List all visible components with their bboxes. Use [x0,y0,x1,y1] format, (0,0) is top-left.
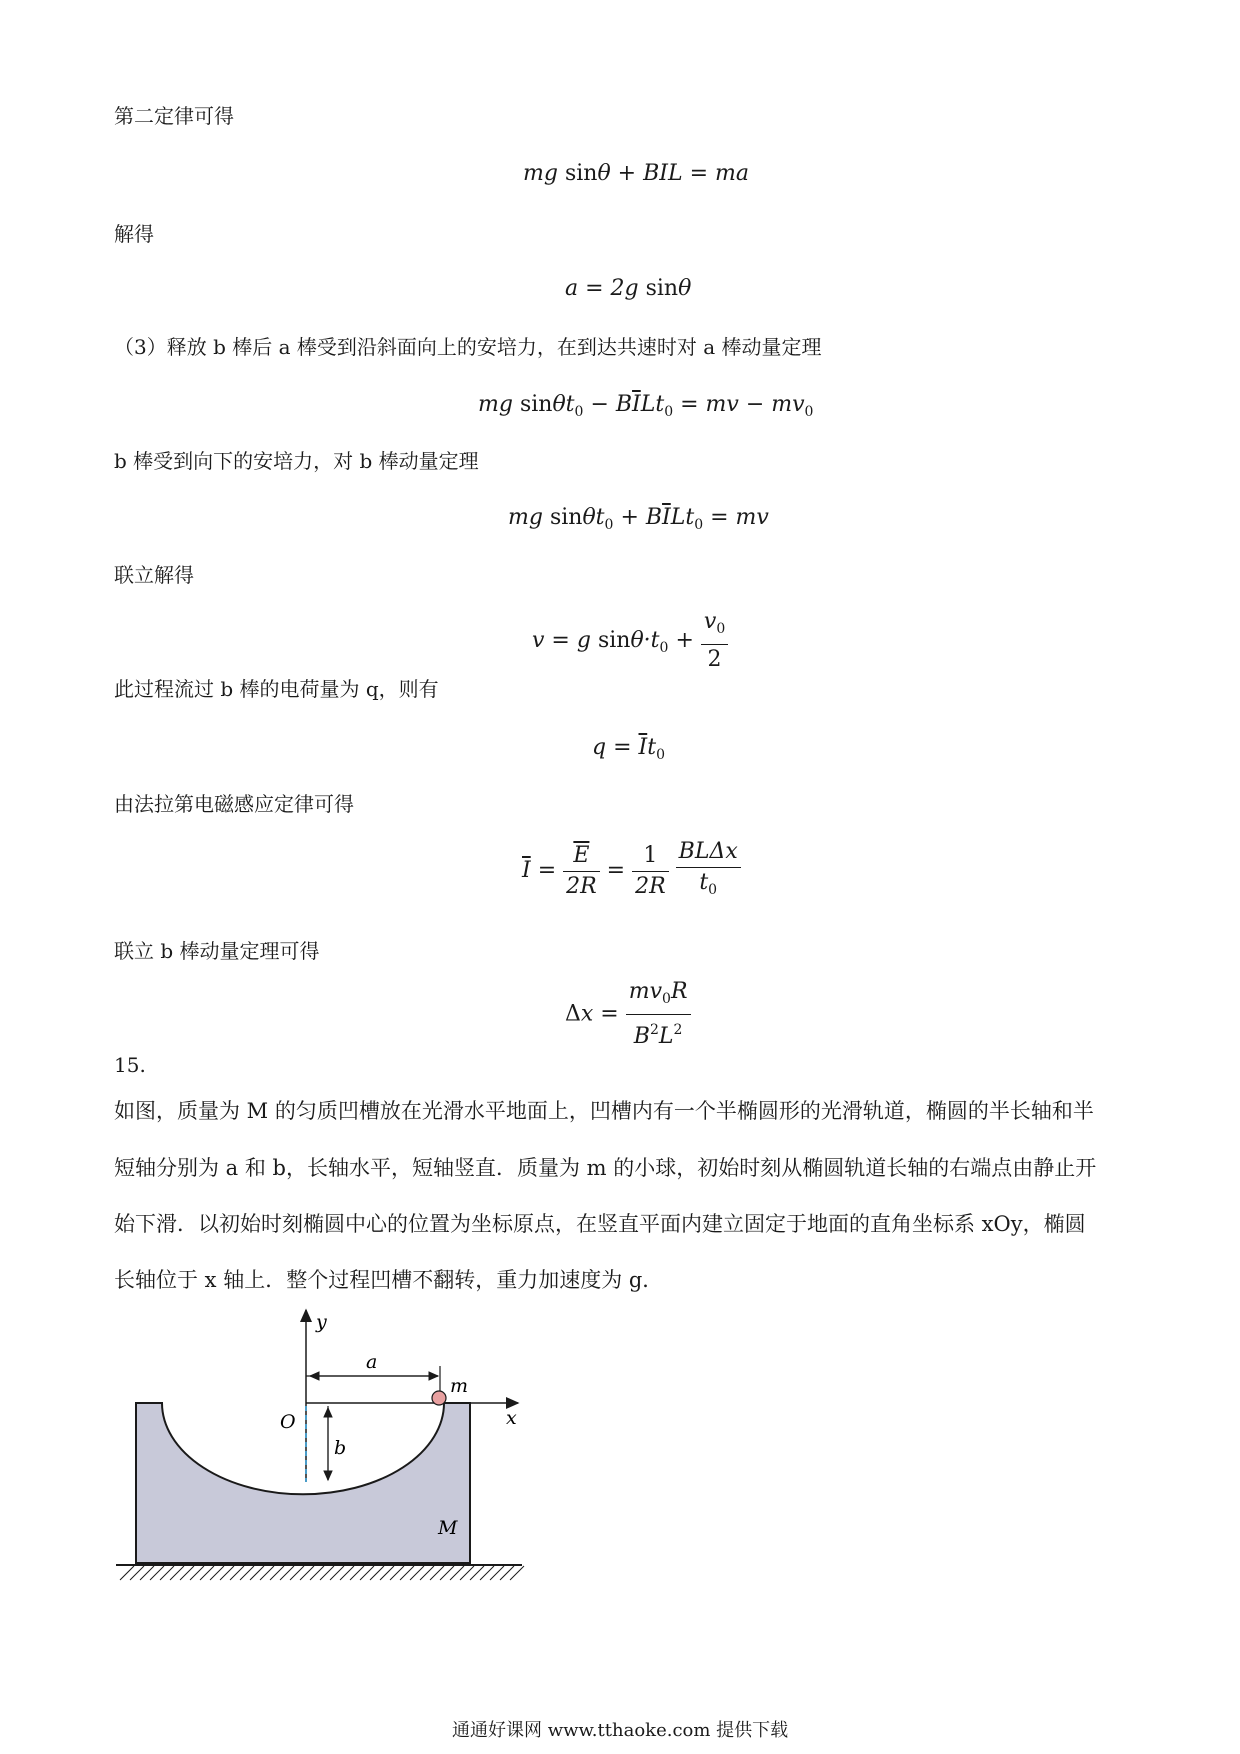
text-line: b 棒受到向下的安培力，对 b 棒动量定理 [114,449,479,473]
text-line: 联立解得 [114,563,194,587]
equation-8: Δx = $\frac{mv_0R}{B^2L^2}$ [565,978,691,1051]
groove-body [136,1403,470,1563]
text-line: 此过程流过 b 棒的电荷量为 q，则有 [114,677,439,701]
label-b: b [334,1437,347,1459]
equation-1: mg sinθ + BIL = ma [523,161,749,186]
label-origin: O [280,1411,296,1433]
equation-2: a = 2g sinθ [565,276,692,301]
footer-watermark: 通通好课网 www.tthaoke.com 提供下载 [452,1720,789,1741]
problem-text: 长轴位于 x 轴上．整个过程凹槽不翻转，重力加速度为 g． [114,1268,664,1292]
text-line: （3）释放 b 棒后 a 棒受到沿斜面向上的安培力，在到达共速时对 a 棒动量定理 [114,335,822,359]
text-line: 由法拉第电磁感应定律可得 [114,792,354,816]
equation-6: $q = \overline{I}t_0$ [592,735,665,763]
problem-text: 短轴分别为 a 和 b，长轴水平，短轴竖直．质量为 m 的小球，初始时刻从椭圆轨道长轴的右端点由静止开 [114,1156,1097,1180]
problem-number: 15. [114,1053,146,1077]
text-line: 第二定律可得 [114,104,234,128]
label-x: x [506,1407,517,1429]
ground-hatch [120,1566,524,1580]
label-y: y [316,1311,327,1333]
label-m: m [450,1375,469,1397]
ball [432,1391,446,1405]
equation-7: $\overline{I}$ = $\frac{\overline{E}}{2R}$ = $\frac{1}{2R}$ $\frac{\text{BLΔx}}{t_0}$ [522,838,741,904]
problem-text: 如图，质量为 M 的匀质凹槽放在光滑水平地面上，凹槽内有一个半椭圆形的光滑轨道，椭圆的半长轴和半 [114,1099,1094,1123]
label-a: a [366,1351,378,1373]
label-M: M [438,1517,458,1539]
problem-text: 始下滑．以初始时刻椭圆中心的位置为坐标原点，在竖直平面内建立固定于地面的直角坐标系 xOy，椭圆 [114,1212,1086,1236]
groove-figure [110,1300,530,1600]
text-line: 联立 b 棒动量定理可得 [114,939,320,963]
equation-4: mg $\sin\theta t_0 + B\overline{I}Lt_0$ = mv [508,505,769,533]
equation-3: mg $\sin\theta t_0 - B\overline{I}Lt_0$ = mv − $mv_0$ [478,392,814,420]
equation-5: v = g $\sin\theta\cdot t_0$ + $\frac{v_0}{2}$ [532,608,728,674]
text-line: 解得 [114,222,154,246]
